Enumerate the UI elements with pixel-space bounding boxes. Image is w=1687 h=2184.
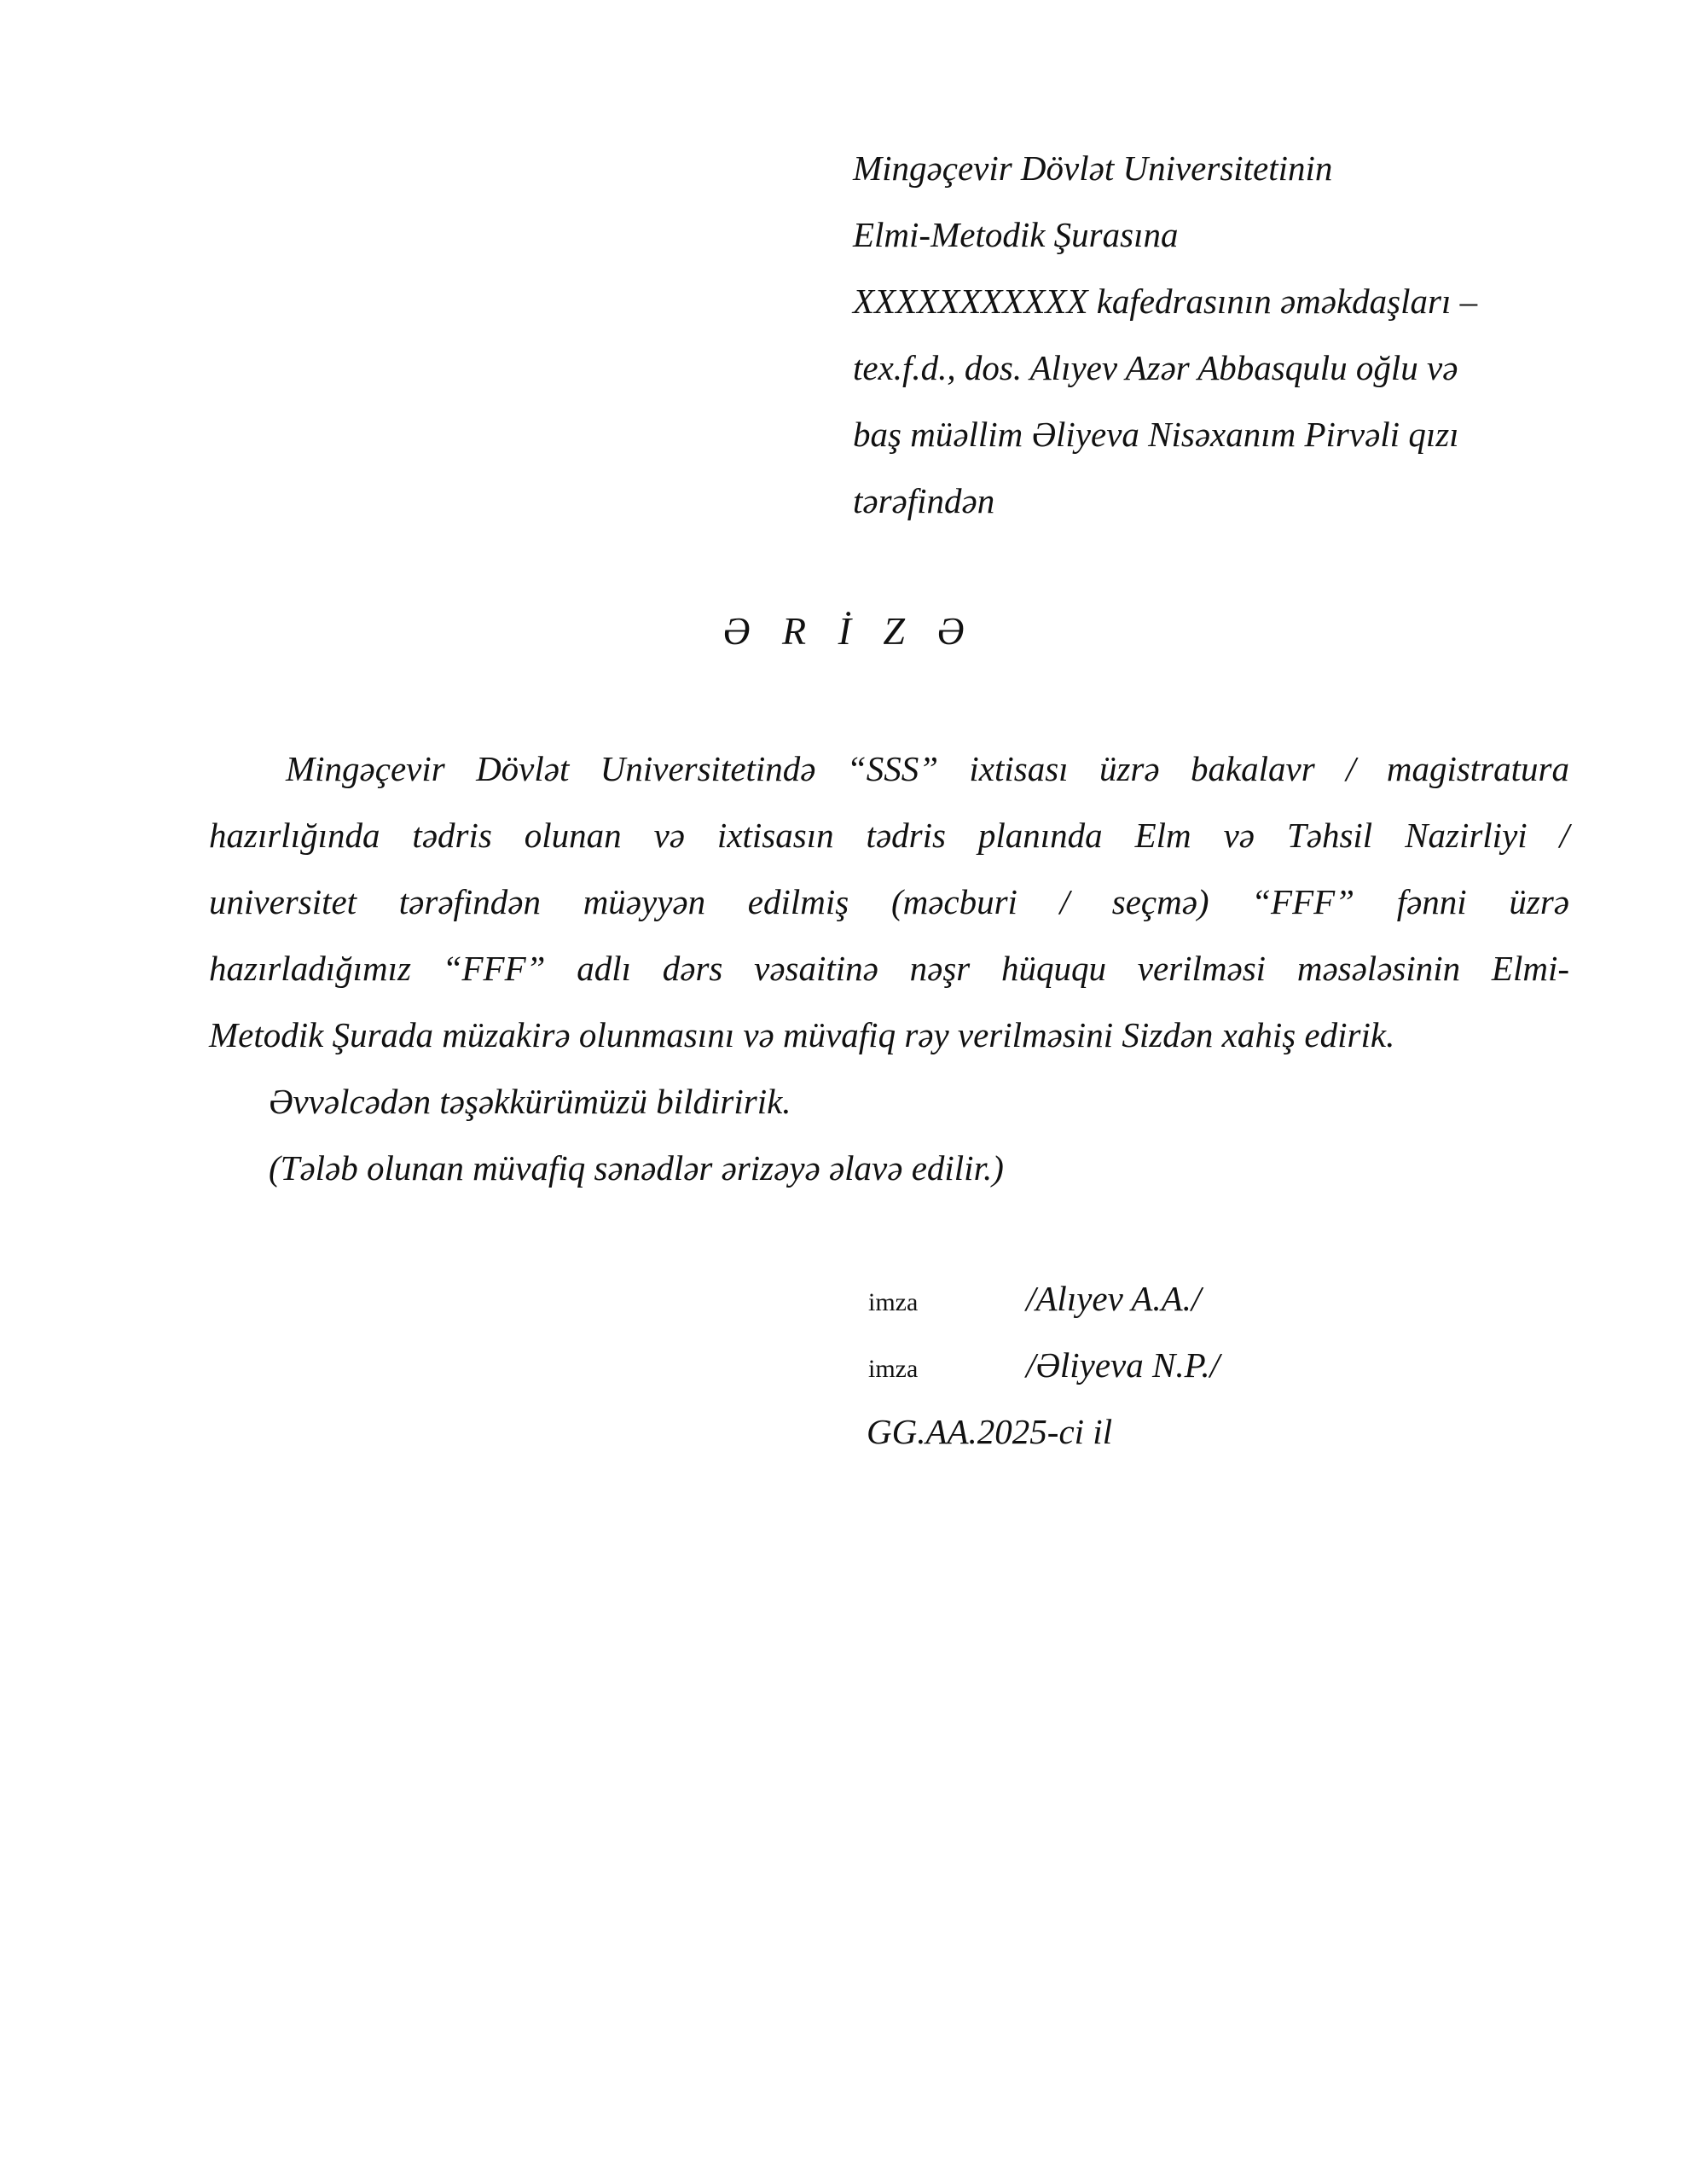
date-row — [868, 1398, 1568, 1465]
attachment-note: (Tələb olunan müvafiq sənədlər ərizəyə əlavə edilir.) — [269, 1148, 1004, 1188]
title-letter: R — [781, 609, 807, 653]
addressee-line: Mingəçevir Dövlət Universitetinin — [853, 148, 1333, 188]
addressee-line: baş müəllim Əliyeva Nisəxanım Pirvəli qızı — [853, 415, 1459, 454]
title-letter: Ə — [722, 609, 751, 653]
signature-label: imza — [868, 1288, 919, 1316]
paragraph-line: Mingəçevir Dövlət Universitetində “SSS” ixtisası üzrə bakalavr / magistratura — [286, 749, 1569, 788]
signature-label: imza — [868, 1355, 919, 1383]
paragraph-line: universitet tərəfindən müəyyən edilmiş (məcburi / seçmə) “FFF” fənni üzrə — [209, 882, 1569, 921]
main-paragraph — [209, 735, 1569, 1068]
paragraph-line: hazırlığında tədris olunan və ixtisasın tədris planında Elm və Təhsil Nazirliyi / — [209, 816, 1569, 855]
signature-row — [868, 1332, 1568, 1398]
paragraph-line: hazırladığımız “FFF” adlı dərs vəsaitinə nəşr hüququ verilməsi məsələsinin Elmi- — [209, 949, 1569, 988]
title-letter: İ — [838, 609, 851, 653]
addressee-line: Elmi-Metodik Şurasına — [853, 215, 1179, 254]
signatory-name: /Alıyev A.A./ — [1026, 1279, 1202, 1318]
addressee-line: tərəfindən — [853, 481, 995, 520]
title-letter: Ə — [936, 609, 965, 653]
signatory-name: /Əliyeva N.P./ — [1026, 1345, 1220, 1385]
document-title — [0, 597, 1687, 665]
paragraph-line: Metodik Şurada müzakirə olunmasını və müvafiq rəy verilməsini Sizdən xahiş edirik. — [209, 1015, 1395, 1054]
addressee-line: tex.f.d., dos. Alıyev Azər Abbasqulu oğlu və — [853, 348, 1458, 387]
title-letter: Z — [883, 609, 906, 653]
signature-row — [868, 1265, 1568, 1332]
signature-block — [868, 1265, 1568, 1465]
document-date: GG.AA.2025-ci il — [867, 1412, 1113, 1451]
document-body — [209, 735, 1569, 1201]
thanks-paragraph: Əvvəlcədən təşəkkürümüzü bildiririk. — [269, 1082, 791, 1121]
addressee-line: XXXXXXXXXXX kafedrasının əməkdaşları – — [853, 282, 1478, 321]
addressee-block — [853, 135, 1569, 534]
